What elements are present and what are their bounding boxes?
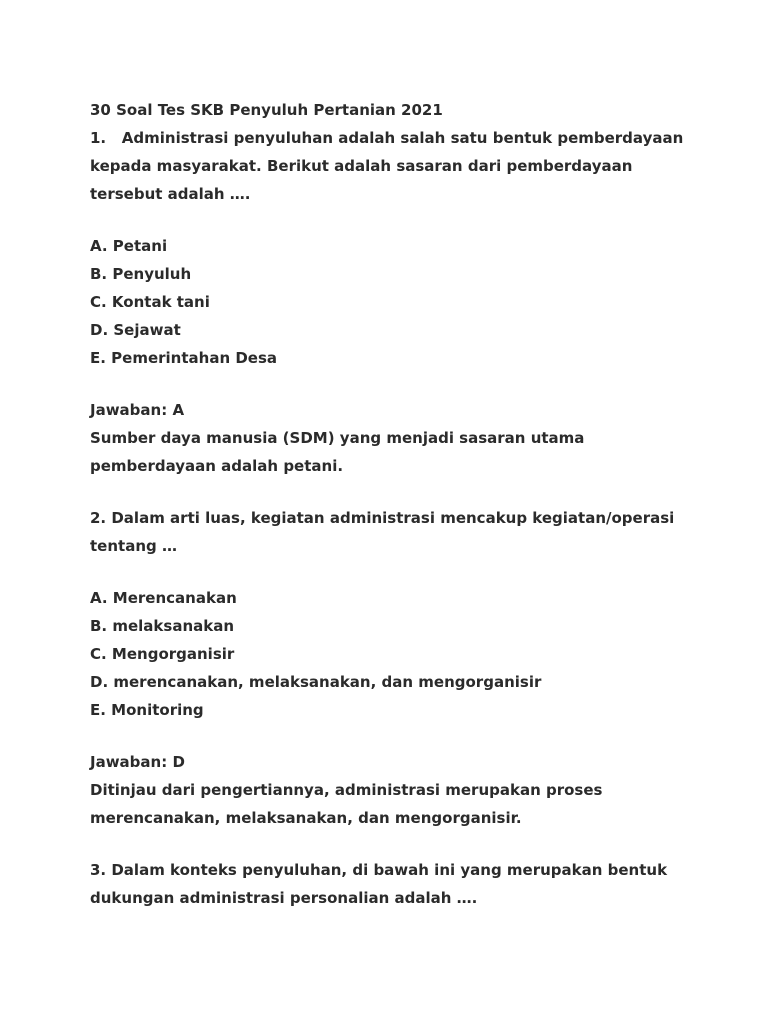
explanation-line: merencanakan, melaksanakan, dan mengorganisir. [90, 809, 522, 827]
question-text-line: 3. Dalam konteks penyuluhan, di bawah ini yang merupakan bentuk [90, 861, 668, 879]
option-e: E. Pemerintahan Desa [90, 349, 278, 367]
document-page [90, 96, 730, 912]
question-2 [90, 504, 730, 832]
option-b: B. melaksanakan [90, 617, 235, 635]
explanation-line: Sumber daya manusia (SDM) yang menjadi sasaran utama [90, 429, 585, 447]
question-text-line: tersebut adalah …. [90, 185, 251, 203]
answer-label: Jawaban: D [90, 753, 185, 771]
answer-label: Jawaban: A [90, 401, 185, 419]
question-text-line: 1. Administrasi penyuluhan adalah salah satu bentuk pemberdayaan [90, 129, 684, 147]
option-b: B. Penyuluh [90, 265, 192, 283]
question-3 [90, 856, 730, 912]
option-a: A. Petani [90, 237, 168, 255]
question-1 [90, 124, 730, 480]
option-d: D. Sejawat [90, 321, 181, 339]
question-text-line: dukungan administrasi personalian adalah …. [90, 889, 478, 907]
explanation-line: Ditinjau dari pengertiannya, administrasi merupakan proses [90, 781, 603, 799]
option-c: C. Mengorganisir [90, 645, 235, 663]
option-e: E. Monitoring [90, 701, 204, 719]
question-text-line: 2. Dalam arti luas, kegiatan administrasi mencakup kegiatan/operasi [90, 509, 675, 527]
explanation-line: pemberdayaan adalah petani. [90, 457, 344, 475]
document-title: 30 Soal Tes SKB Penyuluh Pertanian 2021 [90, 101, 443, 119]
option-d: D. merencanakan, melaksanakan, dan mengorganisir [90, 673, 542, 691]
question-text-line: kepada masyarakat. Berikut adalah sasaran dari pemberdayaan [90, 157, 633, 175]
option-c: C. Kontak tani [90, 293, 210, 311]
option-a: A. Merencanakan [90, 589, 237, 607]
question-text-line: tentang … [90, 537, 177, 555]
